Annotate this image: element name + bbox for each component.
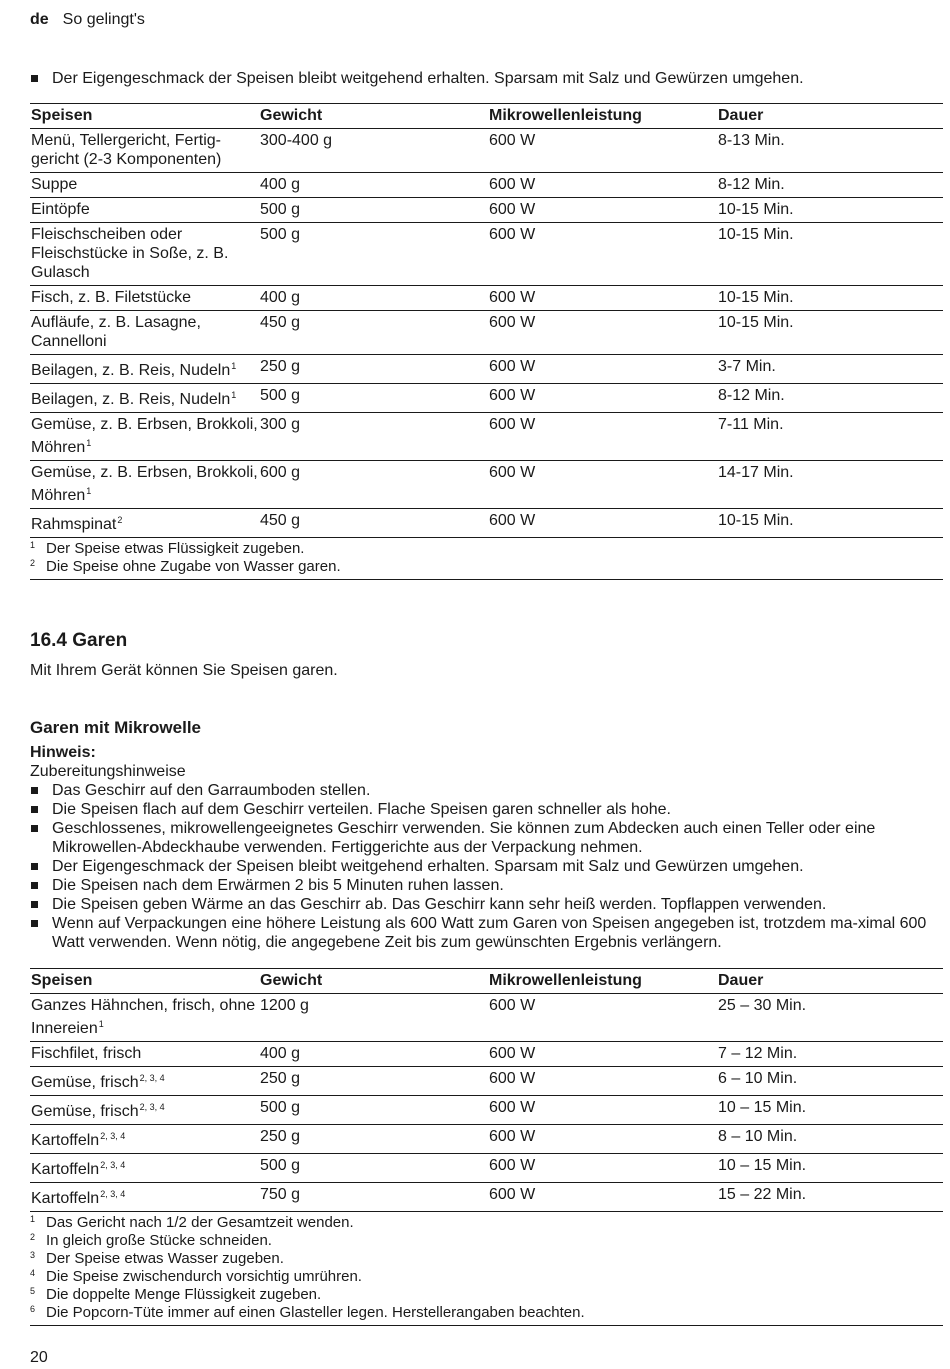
cell-food	[30, 223, 259, 286]
column-header-power: Mikrowellenleistung	[488, 969, 717, 994]
cell-weight: 450 g	[259, 311, 488, 355]
cell-time: 10-15 Min.	[717, 198, 943, 223]
footnote-text: Das Gericht nach 1/2 der Gesamtzeit wenden.	[46, 1214, 354, 1231]
footnote-number: 1	[30, 1214, 36, 1224]
cell-weight: 400 g	[259, 173, 488, 198]
preparation-bullet: Die Speisen flach auf dem Geschirr verteilen. Flache Speisen garen schneller als hohe.	[30, 800, 943, 819]
footnote-number: 6	[30, 1304, 36, 1314]
food-name: Menü, Tellergericht, Fertig-gericht (2-3 Komponenten)	[31, 132, 222, 168]
cell-time: 25 – 30 Min.	[717, 994, 943, 1042]
cell-weight: 500 g	[259, 198, 488, 223]
cell-time: 6 – 10 Min.	[717, 1067, 943, 1096]
intro-bullet: Der Eigengeschmack der Speisen bleibt weitgehend erhalten. Sparsam mit Salz und Gewürzen umgehen.	[30, 69, 943, 88]
cell-weight: 250 g	[259, 355, 488, 384]
section-title: 16.4 Garen	[30, 630, 128, 651]
preparation-bullet: Die Speisen nach dem Erwärmen 2 bis 5 Minuten ruhen lassen.	[30, 876, 943, 895]
cell-weight: 500 g	[259, 223, 488, 286]
footnote-number: 2	[30, 558, 36, 568]
cell-power: 600 W	[488, 173, 717, 198]
reheat-table	[30, 103, 943, 538]
cell-power: 600 W	[488, 1154, 717, 1183]
food-name: Gemüse, frisch	[31, 1103, 139, 1120]
table-row	[30, 1067, 943, 1096]
cell-weight: 500 g	[259, 1096, 488, 1125]
cell-food	[30, 384, 259, 413]
cell-power: 600 W	[488, 1067, 717, 1096]
page-number: 20	[30, 1349, 48, 1366]
table-row	[30, 461, 943, 509]
footnote-number: 1	[30, 540, 36, 550]
cell-time: 10-15 Min.	[717, 509, 943, 538]
cell-time: 10-15 Min.	[717, 311, 943, 355]
food-name: Fisch, z. B. Filetstücke	[31, 289, 192, 306]
preparation-bullet: Das Geschirr auf den Garraumboden stellen.	[30, 781, 943, 800]
cell-power: 600 W	[488, 1125, 717, 1154]
cell-food	[30, 129, 259, 173]
food-name: Beilagen, z. B. Reis, Nudeln	[31, 391, 231, 408]
subsection-mikrowelle	[30, 718, 943, 952]
table2-footnotes	[30, 1212, 943, 1326]
cell-power: 600 W	[488, 384, 717, 413]
cell-power: 600 W	[488, 413, 717, 461]
cell-power: 600 W	[488, 461, 717, 509]
table-row	[30, 173, 943, 198]
footnote-ref: 1	[231, 390, 237, 400]
table1-footnotes	[30, 538, 943, 580]
footnote-text: In gleich große Stücke schneiden.	[46, 1232, 272, 1249]
food-name: Kartoffeln	[31, 1161, 100, 1178]
cell-food	[30, 286, 259, 311]
note-subtitle: Zubereitungshinweise	[30, 763, 186, 780]
footnote-number: 4	[30, 1268, 36, 1278]
cell-time: 7 – 12 Min.	[717, 1042, 943, 1067]
table-row	[30, 1125, 943, 1154]
cell-time: 3-7 Min.	[717, 355, 943, 384]
cell-weight: 500 g	[259, 1154, 488, 1183]
cell-time: 8-13 Min.	[717, 129, 943, 173]
cell-food	[30, 1067, 259, 1096]
preparation-bullet: Wenn auf Verpackungen eine höhere Leistung als 600 Watt zum Garen von Speisen angegeben ist, trotzdem ma-ximal 600 Watt verwenden. Wenn nötig, die angegebene Zeit bis zum gewünschten Ergebnis verlängern.	[30, 914, 943, 952]
footnote-ref: 2, 3, 4	[100, 1189, 126, 1199]
table-body	[30, 129, 943, 538]
subsection-title: Garen mit Mikrowelle	[30, 718, 201, 737]
preparation-bullet: Der Eigengeschmack der Speisen bleibt weitgehend erhalten. Sparsam mit Salz und Gewürzen umgehen.	[30, 857, 943, 876]
table-row	[30, 286, 943, 311]
table-row	[30, 1042, 943, 1067]
food-name: Ganzes Hähnchen, frisch, ohne Innereien	[31, 997, 256, 1037]
table1-wrapper	[30, 103, 943, 580]
food-name: Gemüse, z. B. Erbsen, Brokkoli, Möhren	[31, 416, 258, 456]
food-name: Rahmspinat	[31, 516, 117, 533]
cell-power: 600 W	[488, 355, 717, 384]
table-row	[30, 129, 943, 173]
cell-power: 600 W	[488, 994, 717, 1042]
cell-weight: 450 g	[259, 509, 488, 538]
cell-time: 10 – 15 Min.	[717, 1154, 943, 1183]
cell-food	[30, 1183, 259, 1212]
cell-weight: 300-400 g	[259, 129, 488, 173]
footnote-text: Die Speise ohne Zugabe von Wasser garen.	[46, 558, 341, 575]
footnote-text: Der Speise etwas Wasser zugeben.	[46, 1250, 284, 1267]
footnote	[30, 1286, 943, 1304]
table-row	[30, 994, 943, 1042]
cell-power: 600 W	[488, 1042, 717, 1067]
column-header-food: Speisen	[30, 969, 259, 994]
cell-weight: 400 g	[259, 286, 488, 311]
food-name: Gemüse, z. B. Erbsen, Brokkoli, Möhren	[31, 464, 258, 504]
footnote-ref: 1	[98, 1019, 104, 1029]
footnote-ref: 1	[86, 438, 92, 448]
footnote	[30, 1232, 943, 1250]
cooking-table	[30, 968, 943, 1212]
footnote-ref: 2, 3, 4	[100, 1160, 126, 1170]
cell-time: 15 – 22 Min.	[717, 1183, 943, 1212]
footnote	[30, 1268, 943, 1286]
cell-weight: 600 g	[259, 461, 488, 509]
cell-food	[30, 1125, 259, 1154]
cell-time: 14-17 Min.	[717, 461, 943, 509]
table-row	[30, 1183, 943, 1212]
cell-power: 600 W	[488, 1183, 717, 1212]
header-section-title: So gelingt's	[62, 11, 145, 28]
cell-food	[30, 1154, 259, 1183]
footnote-ref: 2, 3, 4	[139, 1102, 165, 1112]
cell-power: 600 W	[488, 286, 717, 311]
footnote-text: Die Speise zwischendurch vorsichtig umrühren.	[46, 1268, 362, 1285]
section-text: Mit Ihrem Gerät können Sie Speisen garen.	[30, 662, 338, 679]
cell-food	[30, 994, 259, 1042]
cell-food	[30, 355, 259, 384]
cell-time: 10-15 Min.	[717, 286, 943, 311]
table-row	[30, 413, 943, 461]
table-row	[30, 355, 943, 384]
language-code: de	[30, 11, 49, 28]
column-header-food: Speisen	[30, 104, 259, 129]
table-row	[30, 384, 943, 413]
footnote-ref: 2, 3, 4	[139, 1073, 165, 1083]
cell-weight: 400 g	[259, 1042, 488, 1067]
food-name: Kartoffeln	[31, 1132, 100, 1149]
footnote	[30, 558, 943, 576]
cell-food	[30, 461, 259, 509]
footnote-number: 3	[30, 1250, 36, 1260]
table-header-row	[30, 104, 943, 129]
cell-food	[30, 311, 259, 355]
table-row	[30, 1154, 943, 1183]
footnote-text: Der Speise etwas Flüssigkeit zugeben.	[46, 540, 305, 557]
footnote	[30, 1214, 943, 1232]
intro-bullet-list	[30, 69, 943, 88]
table-row	[30, 198, 943, 223]
cell-power: 600 W	[488, 223, 717, 286]
food-name: Gemüse, frisch	[31, 1074, 139, 1091]
table-header-row	[30, 969, 943, 994]
preparation-bullet-list	[30, 781, 943, 952]
table2-wrapper	[30, 968, 943, 1326]
section-garen	[30, 630, 943, 680]
cell-power: 600 W	[488, 198, 717, 223]
food-name: Fleischscheiben oder Fleischstücke in Soße, z. B. Gulasch	[31, 226, 229, 281]
preparation-bullet: Geschlossenes, mikrowellengeeignetes Geschirr verwenden. Sie können zum Abdecken auch einen Teller oder eine Mikrowellen-Abdeckhaube verwenden. Fertiggerichte aus der Verpackung nehmen.	[30, 819, 943, 857]
cell-food	[30, 198, 259, 223]
footnote-text: Die doppelte Menge Flüssigkeit zugeben.	[46, 1286, 322, 1303]
table-row	[30, 509, 943, 538]
cell-weight: 300 g	[259, 413, 488, 461]
cell-food	[30, 1096, 259, 1125]
cell-weight: 250 g	[259, 1125, 488, 1154]
cell-weight: 750 g	[259, 1183, 488, 1212]
cell-food	[30, 173, 259, 198]
footnote-ref: 1	[231, 361, 237, 371]
table-row	[30, 223, 943, 286]
cell-time: 7-11 Min.	[717, 413, 943, 461]
column-header-time: Dauer	[717, 969, 943, 994]
footnote	[30, 540, 943, 558]
footnote-ref: 1	[86, 486, 92, 496]
footnote-number: 2	[30, 1232, 36, 1242]
footnote-text: Die Popcorn-Tüte immer auf einen Glasteller legen. Herstellerangaben beachten.	[46, 1304, 585, 1321]
footnote	[30, 1250, 943, 1268]
cell-time: 10-15 Min.	[717, 223, 943, 286]
footnote	[30, 1304, 943, 1322]
cell-food	[30, 1042, 259, 1067]
food-name: Kartoffeln	[31, 1190, 100, 1207]
cell-weight: 250 g	[259, 1067, 488, 1096]
cell-food	[30, 509, 259, 538]
table-body	[30, 994, 943, 1212]
cell-food	[30, 413, 259, 461]
food-name: Fischfilet, frisch	[31, 1045, 142, 1062]
content-top	[30, 69, 943, 88]
cell-power: 600 W	[488, 129, 717, 173]
table-row	[30, 1096, 943, 1125]
cell-time: 10 – 15 Min.	[717, 1096, 943, 1125]
column-header-weight: Gewicht	[259, 969, 488, 994]
cell-power: 600 W	[488, 311, 717, 355]
cell-weight: 500 g	[259, 384, 488, 413]
food-name: Beilagen, z. B. Reis, Nudeln	[31, 362, 231, 379]
cell-power: 600 W	[488, 509, 717, 538]
page-header	[30, 11, 145, 29]
cell-time: 8-12 Min.	[717, 173, 943, 198]
food-name: Aufläufe, z. B. Lasagne, Cannelloni	[31, 314, 201, 350]
food-name: Eintöpfe	[31, 201, 90, 218]
table-row	[30, 311, 943, 355]
cell-time: 8 – 10 Min.	[717, 1125, 943, 1154]
cell-power: 600 W	[488, 1096, 717, 1125]
column-header-time: Dauer	[717, 104, 943, 129]
footnote-number: 5	[30, 1286, 36, 1296]
column-header-weight: Gewicht	[259, 104, 488, 129]
footnote-ref: 2	[117, 515, 123, 525]
preparation-bullet: Die Speisen geben Wärme an das Geschirr ab. Das Geschirr kann sehr heiß werden. Topflappen verwenden.	[30, 895, 943, 914]
cell-weight: 1200 g	[259, 994, 488, 1042]
food-name: Suppe	[31, 176, 78, 193]
footnote-ref: 2, 3, 4	[100, 1131, 126, 1141]
column-header-power: Mikrowellenleistung	[488, 104, 717, 129]
note-label: Hinweis:	[30, 744, 96, 761]
cell-time: 8-12 Min.	[717, 384, 943, 413]
